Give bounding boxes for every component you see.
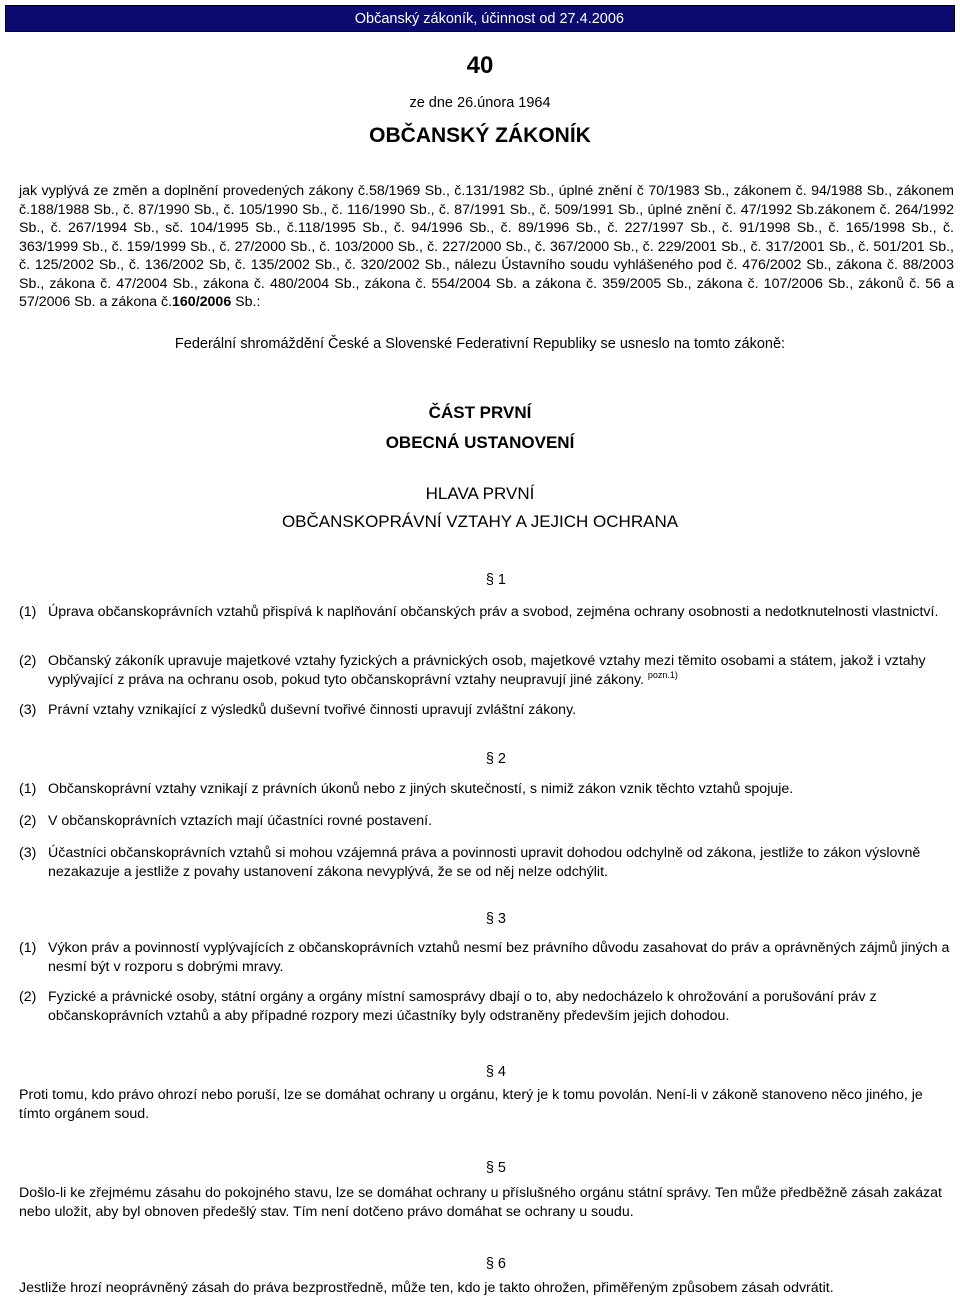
paragraph xyxy=(19,812,954,831)
head-title: HLAVA PRVNÍ xyxy=(425,484,535,503)
paragraph-number: (3) xyxy=(19,702,37,718)
paragraph xyxy=(19,780,954,799)
amendments-bold-number: 160/2006 xyxy=(172,294,232,310)
law-title: OBČANSKÝ ZÁKONÍK xyxy=(369,124,591,147)
section-label-2: § 2 xyxy=(485,751,506,767)
paragraph-text: Právní vztahy vznikající z výsledků duševní tvořivé činnosti upravují zvláštní zákony. xyxy=(48,702,577,718)
amendments-text: jak vyplývá ze změn a doplnění provedených zákony č.58/1969 Sb., č.131/1982 Sb., úplné znění č 70/1983 Sb., zákonem č. 94/1988 Sb., zákonem č.188/1988 Sb., č. 87/1990 Sb., č. 105/1990 Sb., č. 116/1990 Sb., č. 87/1991 Sb., č. 509/1991 Sb., úplné znění č. 47/1992 Sb.zákonem č. 264/1992 Sb., č. 267/1994 Sb., sč. 104/1995 Sb., č.118/1995 Sb., č. 94/1996 Sb., č. 89/1996 Sb., č. 227/1997 Sb., č. 91/1998 Sb., č. 165/1998 Sb., č. 363/1999 Sb., č. 159/1999 Sb., č. 27/2000 Sb., č. 103/2000 Sb., č. 227/2000 Sb., č. 367/2000 Sb., č. 229/2001 Sb., č. 317/2001 Sb., č. 501/201 Sb., č. 125/2002 Sb., č. 136/2002 Sb, č. 135/2002 Sb., č. 320/2002 Sb., nálezu Ústavního soudu vyhlášeného pod č. 476/2002 Sb., zákona č. 88/2003 Sb., zákona č. 47/2004 Sb., zákona č. 480/2004 Sb., zákona č. 554/2004 Sb. a zákona č. 359/2005 Sb., zákona č. 107/2006 Sb., zákonů č. 56 a 57/2006 Sb. a zákona č. xyxy=(19,183,954,310)
paragraph-text: V občanskoprávních vztazích mají účastníci rovné postavení. xyxy=(48,813,433,829)
amendments-paragraph xyxy=(19,182,954,312)
head-subtitle: OBČANSKOPRÁVNÍ VZTAHY A JEJICH OCHRANA xyxy=(281,512,679,531)
preamble: Federální shromáždění České a Slovenské Federativní Republiky se usneslo na tomto zákoně: xyxy=(174,336,786,352)
paragraph xyxy=(19,603,954,622)
paragraph-text: Účastníci občanskoprávních vztahů si mohou vzájemná práva a povinnosti upravit dohodou odchylně od zákona, jestliže to zákon výslovně nezakazuje a jestliže z povahy ustanovení zákona nevyplývá, že se od něj nelze odchýlit. xyxy=(48,845,921,880)
paragraph-text: Jestliže hrozí neoprávněný zásah do práva bezprostředně, může ten, kdo je takto ohrožen, přiměřeným způsobem zásah odvrátit. xyxy=(19,1280,834,1296)
section-label-1: § 1 xyxy=(485,572,506,588)
document-header-bar xyxy=(5,5,955,32)
paragraph xyxy=(19,652,954,689)
paragraph-body xyxy=(48,652,954,689)
paragraph xyxy=(19,1279,954,1298)
section-label-3: § 3 xyxy=(485,911,506,927)
paragraph-number: (1) xyxy=(19,604,37,620)
paragraph xyxy=(19,939,954,976)
paragraph-text: Občanskoprávní vztahy vznikají z právních úkonů nebo z jiných skutečností, s nimiž zákon vznik těchto vztahů spojuje. xyxy=(48,781,794,797)
paragraph-number: (1) xyxy=(19,781,37,797)
section-label-5: § 5 xyxy=(485,1160,506,1176)
law-date: ze dne 26.února 1964 xyxy=(409,95,551,111)
footnote-reference: pozn.1) xyxy=(647,669,678,680)
part-title: ČÁST PRVNÍ xyxy=(428,403,532,422)
paragraph-text: Proti tomu, kdo právo ohrozí nebo poruší, lze se domáhat ochrany u orgánu, který je k tomu povolán. Není-li v zákoně stanoveno něco jiného, je tímto orgánem soud. xyxy=(19,1087,923,1122)
section-label-6: § 6 xyxy=(485,1256,506,1272)
paragraph-number: (2) xyxy=(19,653,37,669)
section-label-4: § 4 xyxy=(485,1064,506,1080)
paragraph xyxy=(19,701,954,720)
law-number: 40 xyxy=(466,52,494,79)
paragraph xyxy=(19,844,954,881)
paragraph xyxy=(19,1184,954,1221)
paragraph-number: (2) xyxy=(19,989,37,1005)
header-title: Občanský zákoník, účinnost od 27.4.2006 xyxy=(354,11,624,27)
paragraph-text: Fyzické a právnické osoby, státní orgány a orgány místní samosprávy dbají o to, aby nedocházelo k ohrožování a porušování práv z občanskoprávních vztahů a aby případné rozpory mezi účastníky byly odstraněny především jejich dohodou. xyxy=(48,989,877,1024)
paragraph-number: (3) xyxy=(19,845,37,861)
paragraph-text: Úprava občanskoprávních vztahů přispívá k naplňování občanských práv a svobod, zejména ochrany osobnosti a nedotknutelnosti vlastnictví. xyxy=(48,604,939,620)
paragraph-number: (1) xyxy=(19,940,37,956)
part-subtitle: OBECNÁ USTANOVENÍ xyxy=(385,433,575,452)
paragraph xyxy=(19,1086,954,1123)
paragraph xyxy=(19,988,954,1025)
paragraph-text: Výkon práv a povinností vyplývajících z občanskoprávních vztahů nesmí bez právního důvodu zasahovat do práv a oprávněných zájmů jiných a nesmí být v rozporu s dobrými mravy. xyxy=(48,940,950,975)
paragraph-number: (2) xyxy=(19,813,37,829)
paragraph-text: Občanský zákoník upravuje majetkové vztahy fyzických a právnických osob, majetkové vztahy mezi těmito osobami a státem, jakož i vztahy vyplývající z práva na ochranu osob, pokud tyto občanskoprávní vztahy neupravují jiné zákony. xyxy=(48,653,926,688)
paragraph-text: Došlo-li ke zřejmému zásahu do pokojného stavu, lze se domáhat ochrany u příslušného orgánu státní správy. Ten může předběžně zásah zakázat nebo uložit, aby byl obnoven předešlý stav. Tím není dotčeno právo domáhat se ochrany u soudu. xyxy=(19,1185,942,1220)
amendments-end: Sb.: xyxy=(231,294,261,310)
